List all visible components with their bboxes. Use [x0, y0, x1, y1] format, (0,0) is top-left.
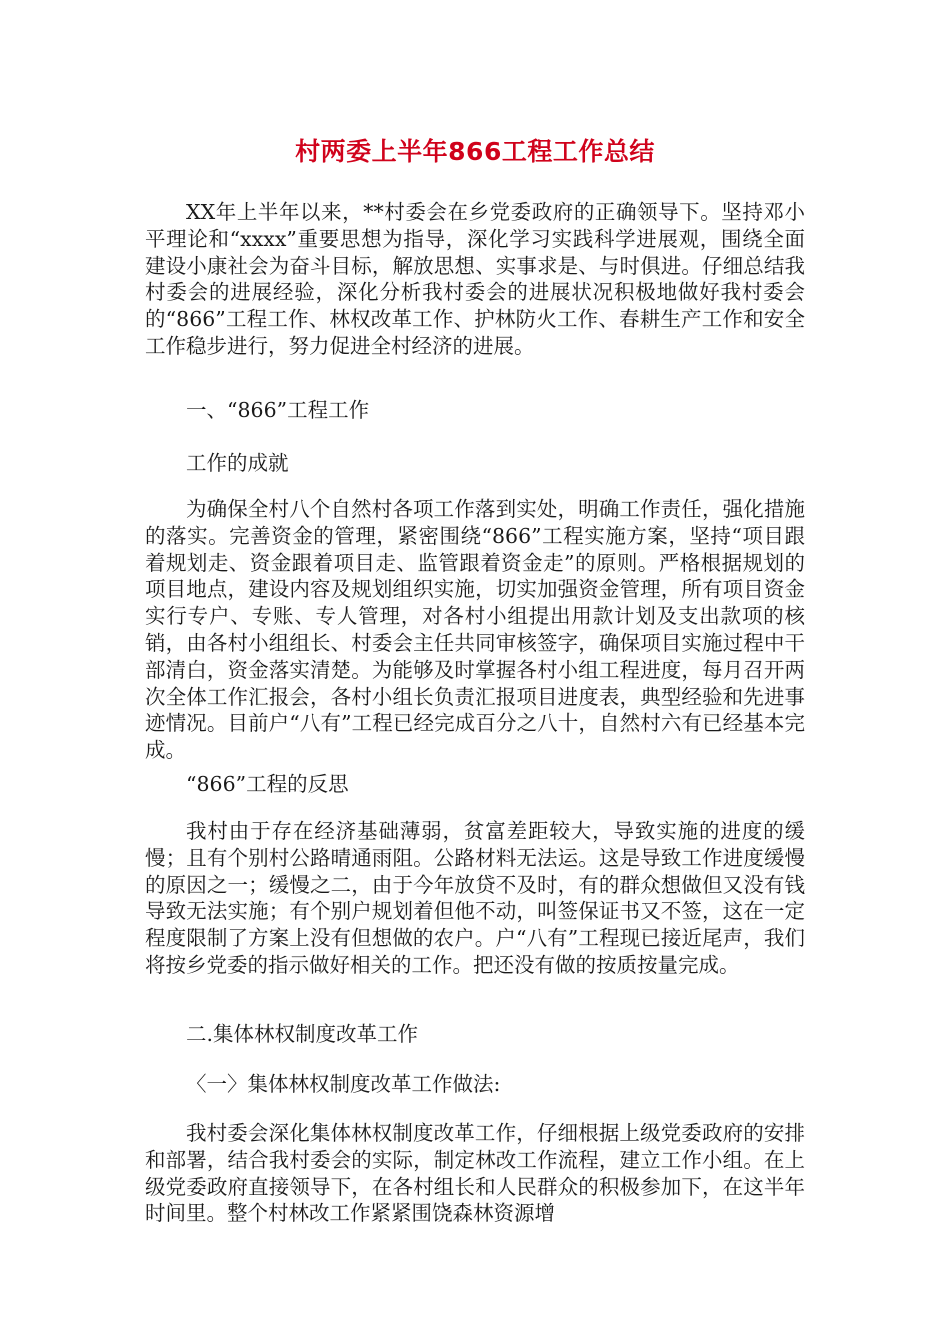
- heading-text: 工作的成就: [186, 451, 289, 475]
- paragraph: XX年上半年以来，**村委会在乡党委政府的正确领导下。坚持邓小平理论和“xxxx”重要思想为指导，深化学习实践科学进展观，围绕全面建设小康社会为奋斗目标，解放思想、实事求是、与时俱进。仔细总结我村委会的进展经验，深化分析我村委会的进展状况积极地做好我村委会的“866”工程工作、林权改革工作、护林防火工作、春耕生产工作和安全工作稳步进行，努力促进全村经济的进展。: [145, 200, 805, 358]
- document-title: 村两委上半年866工程工作总结: [295, 137, 655, 166]
- forestry-paragraph: [145, 1120, 805, 1227]
- paragraph: 为确保全村八个自然村各项工作落到实处，明确工作责任，强化措施的落实。完善资金的管理，紧密围绕“866”工程实施方案，坚持“项目跟着规划走、资金跟着项目走、监管跟着资金走”的原则。严格根据规划的项目地点，建设内容及规划组织实施，切实加强资金管理，所有项目资金实行专户、专账、专人管理，对各村小组提出用款计划及支出款项的核销，由各村小组组长、村委会主任共同审核签字，确保项目实施过程中干部清白，资金落实清楚。为能够及时掌握各村小组工程进度，每月召开两次全体工作汇报会，各村小组长负责汇报项目进度表，典型经验和先进事迹情况。目前户“八有”工程已经完成百分之八十，自然村六有已经基本完成。: [145, 497, 805, 763]
- heading-text: 二.集体林权制度改革工作: [186, 1022, 419, 1046]
- achievements-paragraph: [145, 496, 805, 764]
- subsection-heading: [145, 771, 805, 798]
- section-heading: [145, 397, 805, 424]
- heading-text: 〈一〉集体林权制度改革工作做法:: [186, 1072, 501, 1096]
- paragraph: 我村委会深化集体林权制度改革工作，仔细根据上级党委政府的安排和部署，结合我村委会的实际，制定林改工作流程，建立工作小组。在上级党委政府直接领导下，在各村组长和人民群众的积极参加下，在这半年时间里。整个村林改工作紧紧围饶森林资源增: [145, 1121, 805, 1226]
- heading-text: 一、“866”工程工作: [186, 398, 370, 422]
- intro-paragraph: [145, 199, 805, 374]
- subsection-heading: [145, 1071, 805, 1098]
- subsection-heading: [145, 450, 805, 477]
- paragraph: 我村由于存在经济基础薄弱，贫富差距较大，导致实施的进度的缓慢；且有个别村公路晴通雨阻。公路材料无法运。这是导致工作进度缓慢的原因之一；缓慢之二，由于今年放贷不及时，有的群众想做但又没有钱导致无法实施；有个别户规划着但他不动，叫签保证书又不签，这在一定程度限制了方案上没有但想做的农户。户“八有”工程现已接近尾声，我们将按乡党委的指示做好相关的工作。把还没有做的按质按量完成。: [145, 819, 805, 977]
- reflection-paragraph: [145, 818, 805, 979]
- heading-text: “866”工程的反思: [186, 772, 349, 796]
- section-heading: [145, 1021, 805, 1048]
